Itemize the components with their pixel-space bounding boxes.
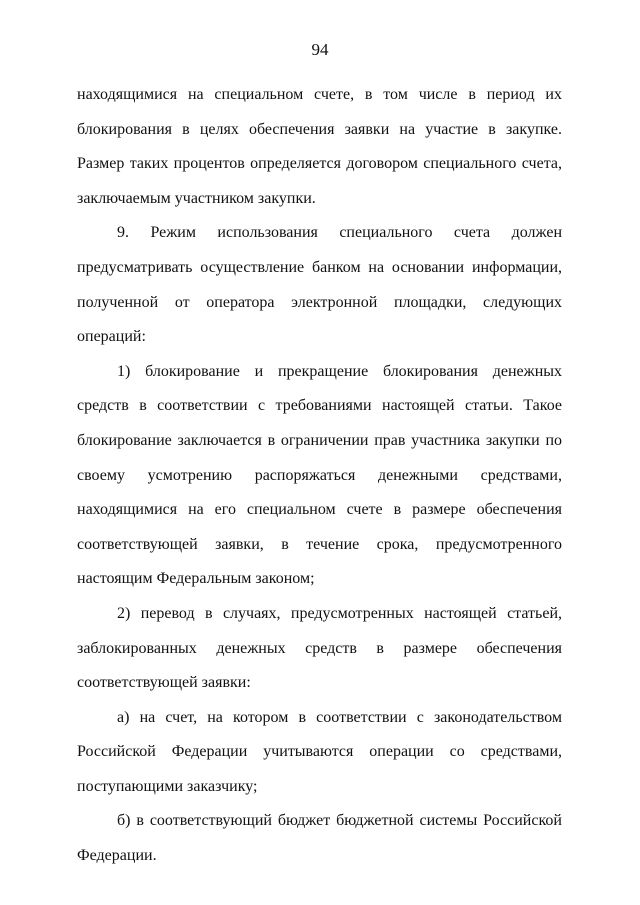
paragraph-subitem-b: б) в соответствующий бюджет бюджетной системы Российской Федерации. <box>77 812 562 865</box>
paragraph-item-2-transfer: 2) перевод в случаях, предусмотренных настоящей статьей, заблокированных денежных средств в размере обеспечения соответствующей заявки: <box>77 604 562 692</box>
page-number: 94 <box>311 40 329 59</box>
paragraph-item-1-blocking: 1) блокирование и прекращение блокирования денежных средств в соответствии с требованиями настоящей статьи. Такое блокирование заключается в ограничении прав участника закупки по своему усмотрению распоряжаться денежными средствами, находящимися на его специальном счете в размере обеспечения соответствующей заявки, в течение срока, предусмотренного настоящим Федеральным законом; <box>77 362 562 588</box>
paragraph-subitem-a: а) на счет, на котором в соответствии с законодательством Российской Федерации учитываются операции со средствами, поступающими заказчику; <box>77 708 562 795</box>
body-text <box>77 78 562 874</box>
paragraph-clause-9: 9. Режим использования специального счета должен предусматривать осуществление банком на основании информации, полученной от оператора электронной площадки, следующих операций: <box>77 224 562 346</box>
paragraph-interest-continuation: находящимися на специальном счете, в том числе в период их блокирования в целях обеспечения заявки на участие в закупке. Размер таких процентов определяется договором специального счета, заключаемым участником закупки. <box>77 86 562 207</box>
